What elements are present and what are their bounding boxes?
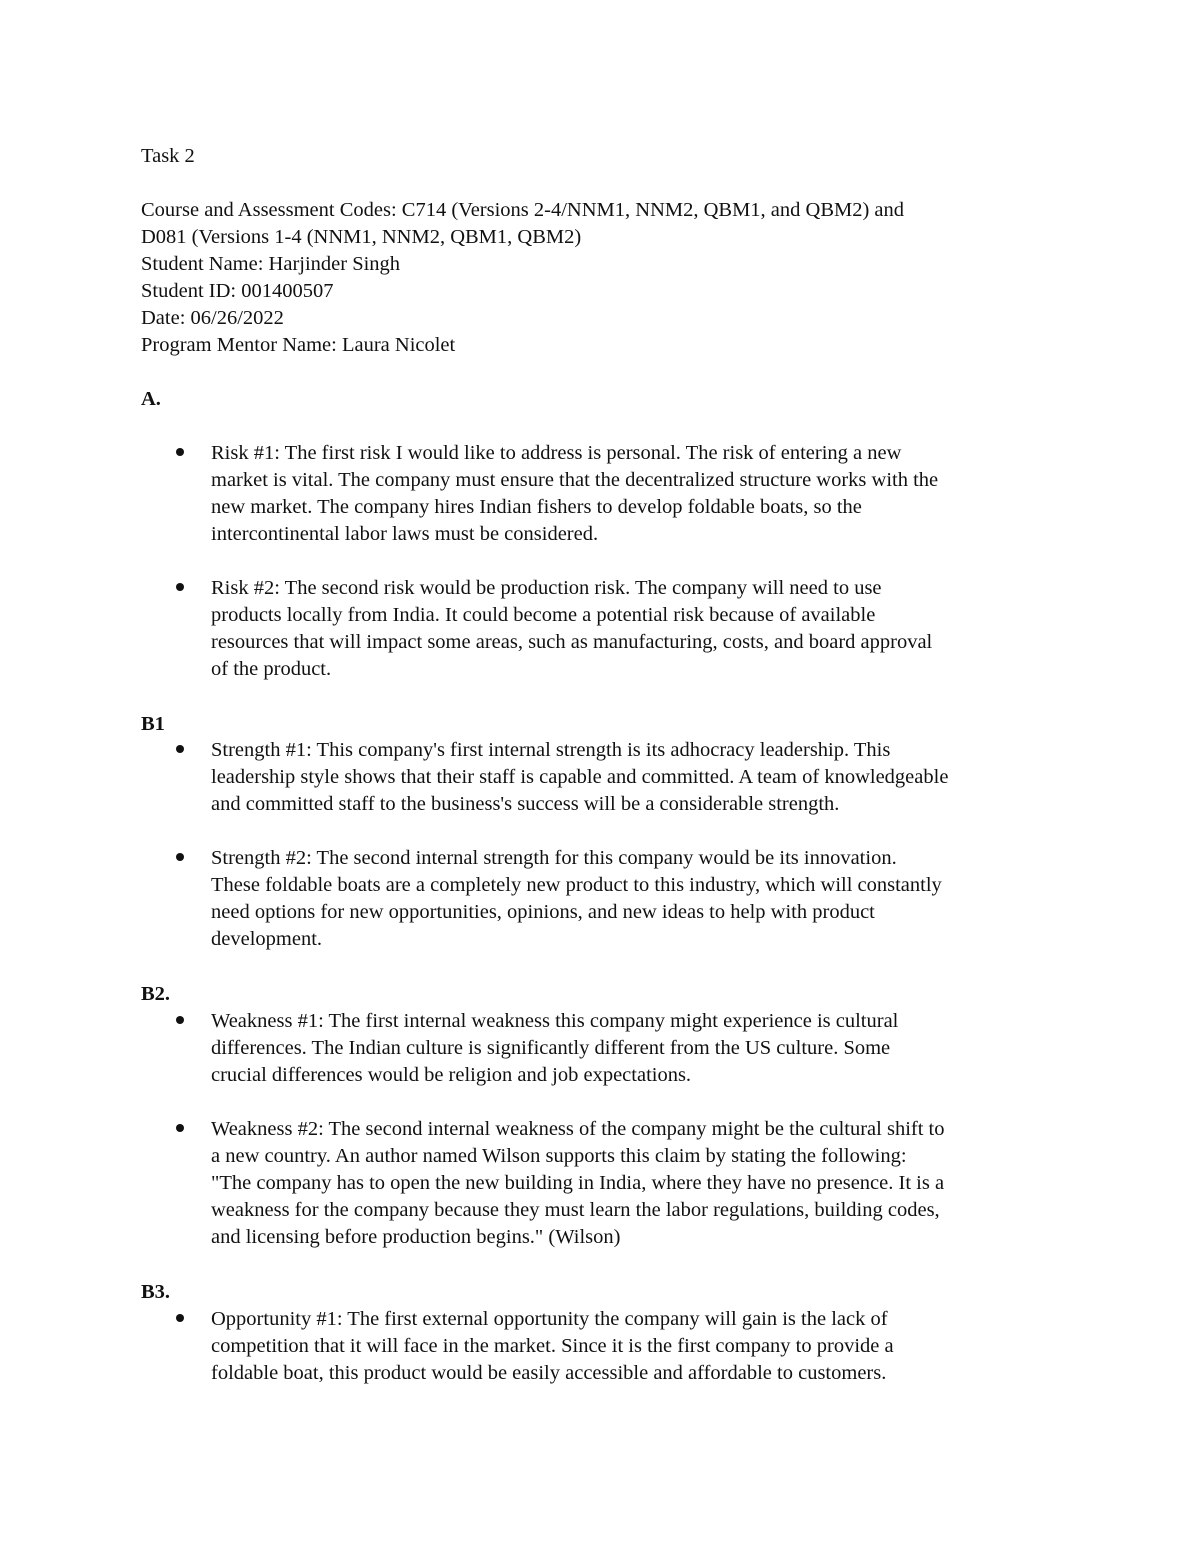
risk-1-line: Risk #1: The first risk I would like to address is personal. The risk of entering a new	[211, 442, 902, 464]
risk-2-line: products locally from India. It could become a potential risk because of available	[211, 604, 876, 626]
weakness-2-line: "The company has to open the new building in India, where they have no presence. It is a	[211, 1172, 945, 1194]
task-title: Task 2	[141, 145, 195, 167]
strength-2-line: These foldable boats are a completely new product to this industry, which will constantly	[211, 874, 942, 896]
date: Date: 06/26/2022	[141, 307, 284, 329]
bullet-dot	[176, 1314, 184, 1322]
opportunity-1-line: competition that it will face in the market. Since it is the first company to provide a	[211, 1335, 894, 1357]
bullet-dot	[176, 853, 184, 861]
section-heading-b1: B1	[141, 713, 165, 735]
course-codes-line-2: D081 (Versions 1-4 (NNM1, NNM2, QBM1, QBM2)	[141, 226, 582, 248]
weakness-1-line: Weakness #1: The first internal weakness this company might experience is cultural	[211, 1010, 899, 1032]
bullet-dot	[176, 448, 184, 456]
program-mentor: Program Mentor Name: Laura Nicolet	[141, 334, 456, 356]
bullet-dot	[176, 583, 184, 591]
strength-1-line: and committed staff to the business's success will be a considerable strength.	[211, 793, 840, 815]
weakness-2-line: weakness for the company because they must learn the labor regulations, building codes,	[211, 1199, 940, 1221]
risk-1-line: market is vital. The company must ensure that the decentralized structure works with the	[211, 469, 939, 491]
risk-2-line: resources that will impact some areas, such as manufacturing, costs, and board approval	[211, 631, 933, 653]
bullet-dot	[176, 1016, 184, 1024]
strength-2-line: Strength #2: The second internal strength for this company would be its innovation.	[211, 847, 897, 869]
weakness-2-line: and licensing before production begins." (Wilson)	[211, 1226, 621, 1248]
strength-1-line: Strength #1: This company's first internal strength is its adhocracy leadership. This	[211, 739, 891, 761]
risk-2-line: of the product.	[211, 658, 332, 680]
course-codes-line-1: Course and Assessment Codes: C714 (Versions 2-4/NNM1, NNM2, QBM1, and QBM2) and	[141, 199, 905, 221]
opportunity-1-line: Opportunity #1: The first external opportunity the company will gain is the lack of	[211, 1308, 888, 1330]
risk-1-line: intercontinental labor laws must be considered.	[211, 523, 599, 545]
opportunity-1-line: foldable boat, this product would be easily accessible and affordable to customers.	[211, 1362, 887, 1384]
strength-1-line: leadership style shows that their staff is capable and committed. A team of knowledgeable	[211, 766, 949, 788]
strength-2-line: need options for new opportunities, opinions, and new ideas to help with product	[211, 901, 875, 923]
student-id: Student ID: 001400507	[141, 280, 334, 302]
section-heading-a: A.	[141, 388, 161, 410]
strength-2-line: development.	[211, 928, 323, 950]
weakness-2-line: a new country. An author named Wilson supports this claim by stating the following:	[211, 1145, 907, 1167]
weakness-2-line: Weakness #2: The second internal weakness of the company might be the cultural shift to	[211, 1118, 945, 1140]
risk-1-line: new market. The company hires Indian fishers to develop foldable boats, so the	[211, 496, 862, 518]
section-heading-b3: B3.	[141, 1281, 171, 1303]
weakness-1-line: differences. The Indian culture is significantly different from the US culture. Some	[211, 1037, 891, 1059]
risk-2-line: Risk #2: The second risk would be production risk. The company will need to use	[211, 577, 882, 599]
weakness-1-line: crucial differences would be religion and job expectations.	[211, 1064, 692, 1086]
section-heading-b2: B2.	[141, 983, 171, 1005]
bullet-dot	[176, 1124, 184, 1132]
student-name: Student Name: Harjinder Singh	[141, 253, 401, 275]
bullet-dot	[176, 745, 184, 753]
